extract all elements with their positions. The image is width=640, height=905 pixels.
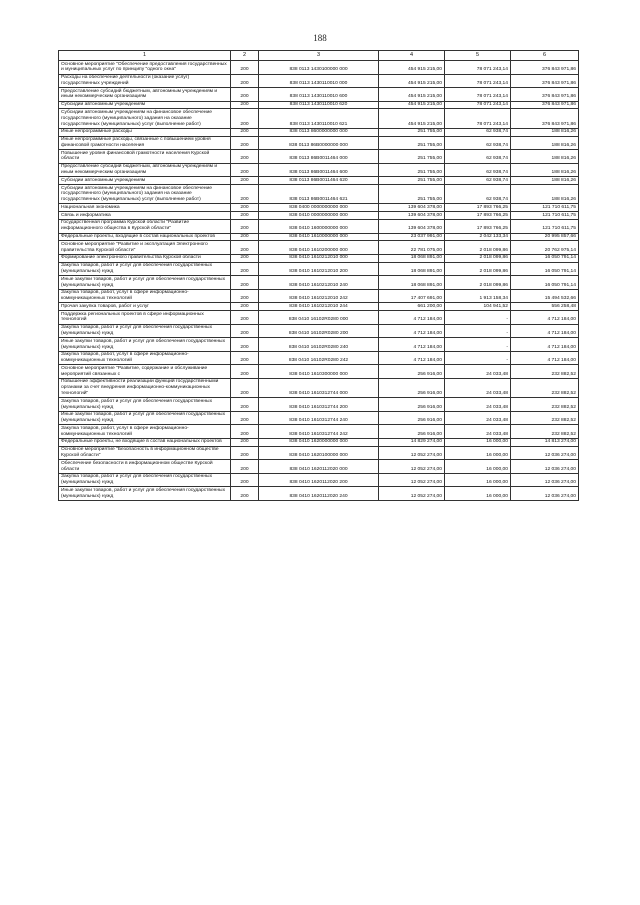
row-executed-cell: - bbox=[445, 311, 511, 325]
row-name-cell: Закупка товаров, работ и услуг для обеспечения государственных (муниципальных) нужд bbox=[59, 473, 231, 487]
row-executed-cell: 2 018 099,86 bbox=[445, 241, 511, 255]
table-row bbox=[59, 212, 579, 220]
row-remainder-cell: 188 816,26 bbox=[511, 163, 579, 177]
table-row bbox=[59, 163, 579, 177]
row-executed-cell: 16 000,00 bbox=[445, 460, 511, 474]
row-remainder-cell: 16 050 791,14 bbox=[511, 262, 579, 276]
table-row bbox=[59, 219, 579, 233]
row-approved-cell: 251 755,00 bbox=[379, 163, 445, 177]
row-executed-cell: 78 071 243,14 bbox=[445, 109, 511, 128]
row-executed-cell: 78 071 243,14 bbox=[445, 74, 511, 88]
row-executed-cell: 62 938,74 bbox=[445, 163, 511, 177]
row-code-cell: 838 0410 1610312744 242 bbox=[259, 425, 379, 439]
row-grbs-cell: 200 bbox=[231, 311, 259, 325]
row-code-cell: 838 0410 1610212010 242 bbox=[259, 289, 379, 303]
row-grbs-cell: 200 bbox=[231, 411, 259, 425]
row-code-cell: 838 0410 1610212010 244 bbox=[259, 303, 379, 311]
row-approved-cell: 4 712 184,00 bbox=[379, 338, 445, 352]
row-name-cell: Прочая закупка товаров, работ и услуг bbox=[59, 303, 231, 311]
row-remainder-cell: 12 036 274,00 bbox=[511, 473, 579, 487]
row-grbs-cell: 200 bbox=[231, 289, 259, 303]
row-grbs-cell: 200 bbox=[231, 276, 259, 290]
row-code-cell: 838 0410 1610212010 200 bbox=[259, 262, 379, 276]
row-grbs-cell: 200 bbox=[231, 233, 259, 241]
row-name-cell: Предоставление субсидий бюджетным, автономным учреждениям и иным некоммерческим организациям bbox=[59, 163, 231, 177]
row-grbs-cell: 200 bbox=[231, 136, 259, 150]
row-remainder-cell: 12 036 274,00 bbox=[511, 460, 579, 474]
row-name-cell: Государственная программа Курской области "Развитие информационного общества в Курской области" bbox=[59, 219, 231, 233]
row-grbs-cell: 200 bbox=[231, 109, 259, 128]
row-approved-cell: 454 915 215,00 bbox=[379, 61, 445, 75]
row-executed-cell: 62 938,74 bbox=[445, 177, 511, 185]
row-remainder-cell: 232 882,52 bbox=[511, 365, 579, 379]
row-executed-cell: - bbox=[445, 324, 511, 338]
row-executed-cell: 62 938,74 bbox=[445, 128, 511, 136]
table-row bbox=[59, 88, 579, 102]
row-remainder-cell: 188 816,26 bbox=[511, 185, 579, 204]
table-row bbox=[59, 150, 579, 164]
row-name-cell: Субсидии автономным учреждениям bbox=[59, 177, 231, 185]
row-grbs-cell: 200 bbox=[231, 303, 259, 311]
row-code-cell: 838 0410 1610312744 240 bbox=[259, 411, 379, 425]
row-code-cell: 838 0410 1610000000 000 bbox=[259, 233, 379, 241]
row-code-cell: 838 0410 1620100000 000 bbox=[259, 446, 379, 460]
row-code-cell: 838 0410 1610200000 000 bbox=[259, 241, 379, 255]
row-executed-cell: 2 042 133,34 bbox=[445, 233, 511, 241]
table-row bbox=[59, 425, 579, 439]
row-remainder-cell: 232 882,52 bbox=[511, 398, 579, 412]
row-executed-cell: 62 938,74 bbox=[445, 136, 511, 150]
row-remainder-cell: 232 882,52 bbox=[511, 411, 579, 425]
row-grbs-cell: 200 bbox=[231, 365, 259, 379]
row-remainder-cell: 121 710 611,75 bbox=[511, 204, 579, 212]
row-name-cell: Федеральные проекты, входящие в состав национальных проектов bbox=[59, 233, 231, 241]
table-row bbox=[59, 204, 579, 212]
table-row bbox=[59, 101, 579, 109]
row-name-cell: Субсидии автономным учреждениям bbox=[59, 101, 231, 109]
row-remainder-cell: 188 816,26 bbox=[511, 177, 579, 185]
row-approved-cell: 251 755,00 bbox=[379, 128, 445, 136]
row-remainder-cell: 121 710 611,75 bbox=[511, 219, 579, 233]
row-remainder-cell: 15 494 532,66 bbox=[511, 289, 579, 303]
row-name-cell: Формирование электронного правительства Курской области bbox=[59, 254, 231, 262]
row-remainder-cell: 4 712 184,00 bbox=[511, 351, 579, 365]
row-code-cell: 838 0410 1610312744 200 bbox=[259, 398, 379, 412]
row-code-cell: 838 0113 1430110010 621 bbox=[259, 109, 379, 128]
row-executed-cell: 78 071 243,14 bbox=[445, 88, 511, 102]
table-row bbox=[59, 109, 579, 128]
row-remainder-cell: 188 816,26 bbox=[511, 150, 579, 164]
row-executed-cell: 78 071 243,14 bbox=[445, 101, 511, 109]
row-approved-cell: 454 915 215,00 bbox=[379, 101, 445, 109]
row-approved-cell: 4 712 184,00 bbox=[379, 351, 445, 365]
budget-table bbox=[58, 50, 579, 501]
row-grbs-cell: 200 bbox=[231, 185, 259, 204]
row-approved-cell: 17 407 691,00 bbox=[379, 289, 445, 303]
table-row bbox=[59, 365, 579, 379]
row-remainder-cell: 232 882,52 bbox=[511, 378, 579, 397]
row-executed-cell: 16 000,00 bbox=[445, 487, 511, 501]
row-grbs-cell: 200 bbox=[231, 446, 259, 460]
header-row bbox=[59, 51, 579, 61]
row-approved-cell: 251 755,00 bbox=[379, 177, 445, 185]
row-remainder-cell: 376 843 971,86 bbox=[511, 101, 579, 109]
row-remainder-cell: 16 050 791,14 bbox=[511, 276, 579, 290]
row-grbs-cell: 200 bbox=[231, 163, 259, 177]
row-executed-cell: 104 941,52 bbox=[445, 303, 511, 311]
table-row bbox=[59, 262, 579, 276]
row-executed-cell: 24 033,48 bbox=[445, 425, 511, 439]
row-approved-cell: 23 037 991,00 bbox=[379, 233, 445, 241]
row-remainder-cell: 20 762 975,14 bbox=[511, 241, 579, 255]
row-name-cell: Поддержка региональных проектов в сфере информационных технологий bbox=[59, 311, 231, 325]
row-name-cell: Обеспечение безопасности в информационном обществе Курской области bbox=[59, 460, 231, 474]
row-approved-cell: 256 916,00 bbox=[379, 411, 445, 425]
table-row bbox=[59, 185, 579, 204]
row-executed-cell: 62 938,74 bbox=[445, 150, 511, 164]
row-grbs-cell: 200 bbox=[231, 262, 259, 276]
row-code-cell: 838 0113 8600000000 000 bbox=[259, 128, 379, 136]
row-code-cell: 838 0410 1600000000 000 bbox=[259, 219, 379, 233]
table-row bbox=[59, 338, 579, 352]
row-name-cell: Субсидии автономным учреждениям на финансовое обеспечение государственного (муниципального) задания на оказание государственных (муниципальных) услуг (выполнение работ) bbox=[59, 109, 231, 128]
row-code-cell: 838 0113 1430110010 600 bbox=[259, 88, 379, 102]
row-name-cell: Закупка товаров, работ, услуг в сфере информационно-коммуникационных технологий bbox=[59, 425, 231, 439]
row-code-cell: 838 0410 16102R0280 200 bbox=[259, 324, 379, 338]
column-header: 3 bbox=[259, 51, 379, 61]
row-approved-cell: 12 052 274,00 bbox=[379, 460, 445, 474]
row-remainder-cell: 4 712 184,00 bbox=[511, 311, 579, 325]
table-row bbox=[59, 411, 579, 425]
row-code-cell: 838 0410 1610312744 000 bbox=[259, 378, 379, 397]
row-name-cell: Национальная экономика bbox=[59, 204, 231, 212]
row-name-cell: Иные непрограммные расходы bbox=[59, 128, 231, 136]
row-grbs-cell: 200 bbox=[231, 254, 259, 262]
row-remainder-cell: 232 882,52 bbox=[511, 425, 579, 439]
row-name-cell: Закупка товаров, работ, услуг в сфере информационно-коммуникационных технологий bbox=[59, 289, 231, 303]
row-approved-cell: 18 068 891,00 bbox=[379, 276, 445, 290]
row-grbs-cell: 200 bbox=[231, 460, 259, 474]
row-executed-cell: 16 000,00 bbox=[445, 473, 511, 487]
row-approved-cell: 12 052 274,00 bbox=[379, 446, 445, 460]
row-name-cell: Закупка товаров, работ и услуг для обеспечения государственных (муниципальных) нужд bbox=[59, 398, 231, 412]
row-name-cell: Иные закупки товаров, работ и услуг для обеспечения государственных (муниципальных) нужд bbox=[59, 487, 231, 501]
row-grbs-cell: 200 bbox=[231, 378, 259, 397]
row-approved-cell: 454 915 215,00 bbox=[379, 109, 445, 128]
table-row bbox=[59, 446, 579, 460]
row-name-cell: Закупка товаров, работ и услуг для обеспечения государственных (муниципальных) нужд bbox=[59, 324, 231, 338]
row-remainder-cell: 12 036 274,00 bbox=[511, 446, 579, 460]
row-code-cell: 838 0410 16102R0280 000 bbox=[259, 311, 379, 325]
table-row bbox=[59, 473, 579, 487]
row-approved-cell: 251 755,00 bbox=[379, 150, 445, 164]
row-executed-cell: 24 033,48 bbox=[445, 411, 511, 425]
row-grbs-cell: 200 bbox=[231, 219, 259, 233]
row-executed-cell: - bbox=[445, 338, 511, 352]
row-name-cell: Иные непрограммные расходы, связанные с повышением уровня финансовой грамотности населения bbox=[59, 136, 231, 150]
row-executed-cell: 17 893 766,25 bbox=[445, 212, 511, 220]
row-executed-cell: 1 913 158,34 bbox=[445, 289, 511, 303]
row-executed-cell: 2 018 099,86 bbox=[445, 254, 511, 262]
row-code-cell: 838 0113 1430100000 000 bbox=[259, 61, 379, 75]
row-code-cell: 838 0410 1620112020 200 bbox=[259, 473, 379, 487]
row-name-cell: Основное мероприятие "Развитие и эксплуатация Электронного правительства Курской области" bbox=[59, 241, 231, 255]
row-code-cell: 838 0113 1430110010 620 bbox=[259, 101, 379, 109]
row-code-cell: 838 0400 0000000000 000 bbox=[259, 204, 379, 212]
table-body bbox=[59, 61, 579, 501]
row-approved-cell: 139 604 378,00 bbox=[379, 219, 445, 233]
row-executed-cell: 16 000,00 bbox=[445, 438, 511, 446]
table-row bbox=[59, 303, 579, 311]
row-approved-cell: 256 916,00 bbox=[379, 398, 445, 412]
row-executed-cell: 24 033,48 bbox=[445, 398, 511, 412]
row-approved-cell: 4 712 184,00 bbox=[379, 311, 445, 325]
table-row bbox=[59, 177, 579, 185]
row-code-cell: 838 0410 1620112020 240 bbox=[259, 487, 379, 501]
table-row bbox=[59, 311, 579, 325]
table-row bbox=[59, 241, 579, 255]
column-header: 4 bbox=[379, 51, 445, 61]
row-grbs-cell: 200 bbox=[231, 101, 259, 109]
row-name-cell: Повышение эффективности реализации функций государственными органами за счет внедрения информационно-коммуникационных технологий" bbox=[59, 378, 231, 397]
column-header: 1 bbox=[59, 51, 231, 61]
row-name-cell: Предоставление субсидий бюджетным, автономным учреждениям и иным некоммерческим организациям bbox=[59, 88, 231, 102]
row-code-cell: 838 0113 86B0011464 600 bbox=[259, 163, 379, 177]
row-name-cell: Иные закупки товаров, работ и услуг для обеспечения государственных (муниципальных) нужд bbox=[59, 276, 231, 290]
table-row bbox=[59, 74, 579, 88]
row-code-cell: 838 0410 1610212010 240 bbox=[259, 276, 379, 290]
row-grbs-cell: 200 bbox=[231, 324, 259, 338]
row-executed-cell: 17 893 766,25 bbox=[445, 219, 511, 233]
row-code-cell: 838 0113 1430110010 000 bbox=[259, 74, 379, 88]
row-remainder-cell: 188 816,26 bbox=[511, 136, 579, 150]
column-header: 5 bbox=[445, 51, 511, 61]
table-row bbox=[59, 136, 579, 150]
row-grbs-cell: 200 bbox=[231, 241, 259, 255]
table-row bbox=[59, 460, 579, 474]
row-approved-cell: 14 829 274,00 bbox=[379, 438, 445, 446]
row-approved-cell: 661 200,00 bbox=[379, 303, 445, 311]
row-code-cell: 838 0410 16102R0280 242 bbox=[259, 351, 379, 365]
table-row bbox=[59, 254, 579, 262]
row-grbs-cell: 200 bbox=[231, 128, 259, 136]
row-remainder-cell: 376 843 971,86 bbox=[511, 88, 579, 102]
row-grbs-cell: 200 bbox=[231, 351, 259, 365]
row-code-cell: 838 0410 1610212010 000 bbox=[259, 254, 379, 262]
row-executed-cell: - bbox=[445, 351, 511, 365]
row-approved-cell: 12 052 274,00 bbox=[379, 473, 445, 487]
table-row bbox=[59, 324, 579, 338]
row-code-cell: 838 0113 86B0000000 000 bbox=[259, 136, 379, 150]
row-remainder-cell: 188 816,26 bbox=[511, 128, 579, 136]
row-approved-cell: 251 755,00 bbox=[379, 185, 445, 204]
row-approved-cell: 18 068 891,00 bbox=[379, 254, 445, 262]
row-executed-cell: 16 000,00 bbox=[445, 446, 511, 460]
row-remainder-cell: 12 036 274,00 bbox=[511, 487, 579, 501]
row-code-cell: 838 0113 86B0011464 620 bbox=[259, 177, 379, 185]
row-approved-cell: 139 604 378,00 bbox=[379, 212, 445, 220]
row-name-cell: Основное мероприятие "Обеспечение предоставления государственных и муниципальных услуг по принципу "одного окна" bbox=[59, 61, 231, 75]
table-row bbox=[59, 438, 579, 446]
row-executed-cell: 2 018 099,86 bbox=[445, 262, 511, 276]
row-approved-cell: 256 916,00 bbox=[379, 378, 445, 397]
row-grbs-cell: 200 bbox=[231, 88, 259, 102]
row-grbs-cell: 200 bbox=[231, 338, 259, 352]
row-name-cell: Связь и информатика bbox=[59, 212, 231, 220]
row-grbs-cell: 200 bbox=[231, 473, 259, 487]
row-executed-cell: 78 071 243,14 bbox=[445, 61, 511, 75]
row-approved-cell: 256 916,00 bbox=[379, 365, 445, 379]
row-remainder-cell: 376 843 971,86 bbox=[511, 109, 579, 128]
table-row bbox=[59, 128, 579, 136]
row-grbs-cell: 200 bbox=[231, 177, 259, 185]
row-approved-cell: 251 755,00 bbox=[379, 136, 445, 150]
row-code-cell: 838 0410 16102R0280 240 bbox=[259, 338, 379, 352]
row-executed-cell: 24 033,48 bbox=[445, 365, 511, 379]
row-approved-cell: 139 604 378,00 bbox=[379, 204, 445, 212]
row-code-cell: 838 0113 86B0011464 000 bbox=[259, 150, 379, 164]
row-approved-cell: 22 781 075,00 bbox=[379, 241, 445, 255]
row-name-cell: Субсидии автономным учреждениям на финансовое обеспечение государственного (муниципального) задания на оказание государственных (муниципальных) услуг (выполнение работ) bbox=[59, 185, 231, 204]
table-row bbox=[59, 276, 579, 290]
row-grbs-cell: 200 bbox=[231, 425, 259, 439]
page-number: 188 bbox=[313, 33, 327, 43]
row-name-cell: Иные закупки товаров, работ и услуг для обеспечения государственных (муниципальных) нужд bbox=[59, 411, 231, 425]
table-row bbox=[59, 487, 579, 501]
row-code-cell: 838 0410 0000000000 000 bbox=[259, 212, 379, 220]
column-header: 2 bbox=[231, 51, 259, 61]
row-remainder-cell: 14 813 274,00 bbox=[511, 438, 579, 446]
table-row bbox=[59, 289, 579, 303]
row-code-cell: 838 0410 1620112020 000 bbox=[259, 460, 379, 474]
row-grbs-cell: 200 bbox=[231, 487, 259, 501]
table-row bbox=[59, 61, 579, 75]
row-approved-cell: 454 915 215,00 bbox=[379, 88, 445, 102]
row-grbs-cell: 200 bbox=[231, 61, 259, 75]
row-executed-cell: 24 033,48 bbox=[445, 378, 511, 397]
row-remainder-cell: 376 843 971,86 bbox=[511, 61, 579, 75]
row-grbs-cell: 200 bbox=[231, 212, 259, 220]
row-grbs-cell: 200 bbox=[231, 74, 259, 88]
row-remainder-cell: 20 995 857,66 bbox=[511, 233, 579, 241]
row-name-cell: Основное мероприятие "Безопасность в информационном обществе Курской области" bbox=[59, 446, 231, 460]
row-approved-cell: 4 712 184,00 bbox=[379, 324, 445, 338]
row-name-cell: Закупка товаров, работ и услуг для обеспечения государственных (муниципальных) нужд bbox=[59, 262, 231, 276]
row-remainder-cell: 4 712 184,00 bbox=[511, 324, 579, 338]
row-approved-cell: 12 052 274,00 bbox=[379, 487, 445, 501]
row-name-cell: Федеральные проекты, не входящие в состав национальных проектов bbox=[59, 438, 231, 446]
row-remainder-cell: 121 710 611,75 bbox=[511, 212, 579, 220]
row-executed-cell: 17 893 766,25 bbox=[445, 204, 511, 212]
column-header: 6 bbox=[511, 51, 579, 61]
row-code-cell: 838 0113 86B0011464 621 bbox=[259, 185, 379, 204]
table-row bbox=[59, 378, 579, 397]
row-approved-cell: 454 915 215,00 bbox=[379, 74, 445, 88]
row-name-cell: Закупка товаров, работ, услуг в сфере информационно-коммуникационных технологий bbox=[59, 351, 231, 365]
row-executed-cell: 2 018 099,86 bbox=[445, 276, 511, 290]
row-approved-cell: 256 916,00 bbox=[379, 425, 445, 439]
row-remainder-cell: 376 843 971,86 bbox=[511, 74, 579, 88]
row-remainder-cell: 16 050 791,14 bbox=[511, 254, 579, 262]
table-row bbox=[59, 351, 579, 365]
row-grbs-cell: 200 bbox=[231, 438, 259, 446]
row-code-cell: 838 0410 1610300000 000 bbox=[259, 365, 379, 379]
row-grbs-cell: 200 bbox=[231, 150, 259, 164]
row-name-cell: Расходы на обеспечение деятельности (оказание услуг) государственных учреждений bbox=[59, 74, 231, 88]
table-row bbox=[59, 233, 579, 241]
row-grbs-cell: 200 bbox=[231, 398, 259, 412]
table-row bbox=[59, 398, 579, 412]
row-approved-cell: 18 068 891,00 bbox=[379, 262, 445, 276]
row-remainder-cell: 556 258,48 bbox=[511, 303, 579, 311]
row-grbs-cell: 200 bbox=[231, 204, 259, 212]
row-remainder-cell: 4 712 184,00 bbox=[511, 338, 579, 352]
row-code-cell: 838 0410 1620000000 000 bbox=[259, 438, 379, 446]
row-name-cell: Основное мероприятие "Развитие, содержание и обслуживание мероприятий связанных с bbox=[59, 365, 231, 379]
row-name-cell: Иные закупки товаров, работ и услуг для обеспечения государственных (муниципальных) нужд bbox=[59, 338, 231, 352]
row-executed-cell: 62 938,74 bbox=[445, 185, 511, 204]
row-name-cell: Повышение уровня финансовой грамотности населения Курской области bbox=[59, 150, 231, 164]
